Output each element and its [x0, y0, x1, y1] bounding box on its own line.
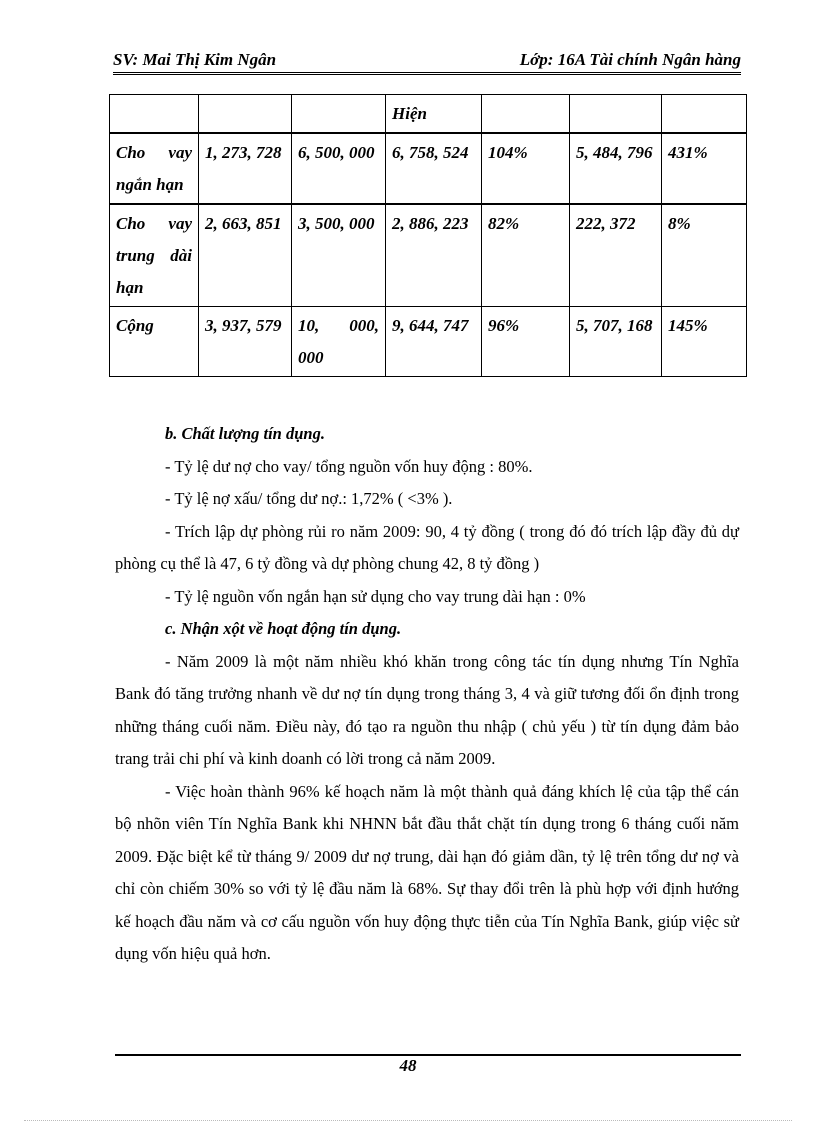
bullet-item: - Tỷ lệ nguồn vốn ngắn hạn sử dụng cho vay trung dài hạn : 0% — [165, 586, 586, 606]
student-name: SV: Mai Thị Kim Ngân — [113, 50, 277, 69]
table-cell: 10, 000, 000 — [292, 307, 386, 377]
table-cell: 3, 937, 579 — [199, 307, 292, 377]
table-cell — [482, 95, 570, 134]
table-cell: 2, 886, 223 — [386, 204, 482, 307]
table-cell: Hiện — [386, 95, 482, 134]
row-label: Cho vay trung dài hạn — [110, 204, 199, 307]
table-cell: 145% — [662, 307, 747, 377]
section-c-heading: c. Nhận xột về hoạt động tín dụng. — [165, 619, 402, 638]
table-cell — [110, 95, 199, 134]
page-header — [113, 50, 741, 72]
bullet-item: - Tỷ lệ nợ xấu/ tổng dư nợ.: 1,72% ( <3% ). — [165, 489, 453, 508]
table-cell: 222, 372 — [570, 204, 662, 307]
table-cell: 3, 500, 000 — [292, 204, 386, 307]
table-cell — [662, 95, 747, 134]
bullet-item: - Tỷ lệ dư nợ cho vay/ tổng nguồn vốn huy động : 80%. — [165, 456, 533, 476]
credit-table — [109, 94, 747, 377]
table-cell: 5, 707, 168 — [570, 307, 662, 377]
page-bottom-border — [24, 1120, 792, 1121]
bullet-item: - Trích lập dự phòng rủi ro năm 2009: 90, 4 tỷ đồng ( trong đó đó trích lập đầy đủ dự phòng cụ thể là 47, 6 tỷ đồng và dự phòng chung 42, 8 tỷ đồng ) — [115, 521, 739, 573]
header-divider — [113, 72, 741, 75]
table-cell — [292, 95, 386, 134]
table-cell: 8% — [662, 204, 747, 307]
paragraph: - Năm 2009 là một năm nhiều khó khăn trong công tác tín dụng nhưng Tín Nghĩa Bank đó tăng trưởng nhanh về dư nợ tín dụng trong tháng 3, 4 và giữ tương đối ổn định trong những tháng cuối năm. Điều này, đó tạo ra nguồn thu nhập ( chủ yếu ) từ tín dụng đảm bảo trang trải chi phí và kinh doanh có lời trong cả năm 2009. — [115, 651, 739, 768]
table-cell: 5, 484, 796 — [570, 133, 662, 204]
body-text — [115, 418, 739, 971]
row-label: Cho vay ngắn hạn — [110, 133, 199, 204]
table-cell: 104% — [482, 133, 570, 204]
table-header-row — [110, 95, 747, 134]
table-row — [110, 307, 747, 377]
table-cell: 6, 500, 000 — [292, 133, 386, 204]
page-number: 48 — [399, 1056, 417, 1075]
table-cell: 1, 273, 728 — [199, 133, 292, 204]
table-cell: 9, 644, 747 — [386, 307, 482, 377]
table-cell: 96% — [482, 307, 570, 377]
section-b-heading: b. Chất lượng tín dụng. — [165, 424, 325, 443]
table-row — [110, 133, 747, 204]
table-cell — [199, 95, 292, 134]
table-row — [110, 204, 747, 307]
paragraph: - Việc hoàn thành 96% kế hoạch năm là một thành quả đáng khích lệ của tập thể cán bộ nhõn viên Tín Nghĩa Bank khi NHNN bắt đầu thắt chặt tín dụng trong 6 tháng cuối năm 2009. Đặc biệt kể từ tháng 9/ 2009 dư nợ trung, dài hạn đó giảm dần, tỷ lệ trên tổng dư nợ và chỉ còn chiếm 30% so với tỷ lệ đầu năm là 68%. Sự thay đổi trên là phù hợp với định hướng kế hoạch đầu năm và cơ cấu nguồn vốn huy động thực tiễn của Tín Nghĩa Bank, giúp việc sử dụng vốn hiệu quả hơn. — [115, 781, 739, 963]
table-cell: 82% — [482, 204, 570, 307]
table-cell: 2, 663, 851 — [199, 204, 292, 307]
row-label: Cộng — [110, 307, 199, 377]
table-cell — [570, 95, 662, 134]
class-name: Lớp: 16A Tài chính Ngân hàng — [519, 50, 741, 69]
table-cell: 431% — [662, 133, 747, 204]
table-cell: 6, 758, 524 — [386, 133, 482, 204]
